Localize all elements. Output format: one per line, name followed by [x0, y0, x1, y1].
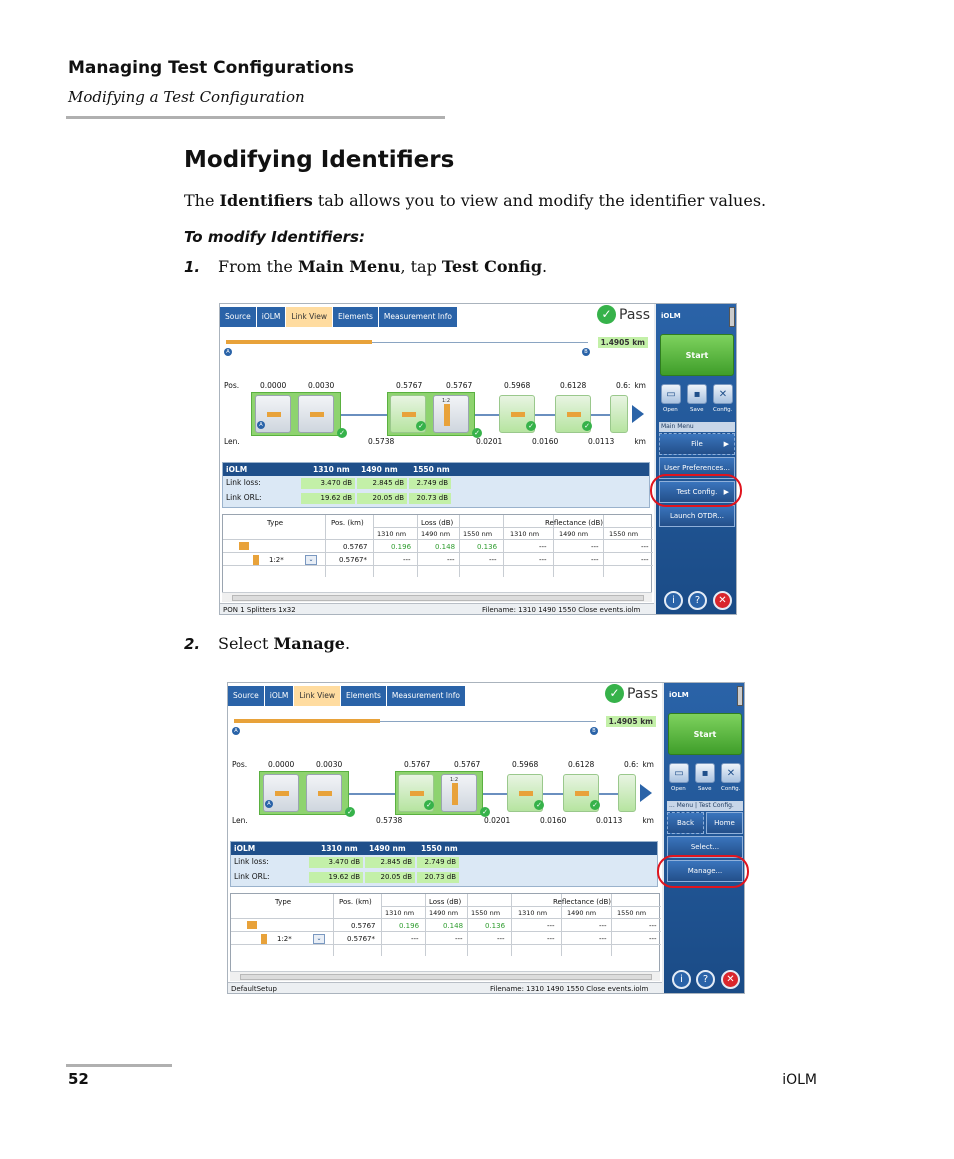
summary-col: 1310 nm	[313, 465, 350, 474]
config-tools-icon[interactable]: ✕	[713, 384, 733, 404]
pos-label: Pos.	[232, 760, 248, 769]
status-left: DefaultSetup	[231, 985, 277, 993]
step-1: 1. From the Main Menu, tap Test Config.	[184, 257, 548, 276]
pos-value: 0.0030	[308, 381, 335, 390]
status-left: PON 1 Splitters 1x32	[223, 606, 296, 614]
procedure-title: To modify Identifiers:	[184, 228, 365, 246]
len-value: 0.5738	[368, 437, 395, 446]
cell: ---	[641, 543, 649, 551]
config-label: Config.	[721, 786, 741, 792]
battery-icon	[729, 307, 735, 327]
save-label: Save	[698, 786, 712, 792]
cell: 0.5767*	[347, 935, 375, 943]
link-loss-value: 2.845 dB	[357, 478, 407, 489]
screenshot-test-config-menu	[227, 682, 745, 994]
tab-measurement-info[interactable]: Measurement Info	[387, 686, 466, 706]
tab-source[interactable]: Source	[228, 686, 265, 706]
tab-iolm[interactable]: iOLM	[265, 686, 295, 706]
check-icon: ✓	[590, 800, 600, 810]
save-disk-icon[interactable]: ▪	[695, 763, 715, 783]
cell: ---	[547, 935, 555, 943]
event-splitter[interactable]	[433, 395, 469, 433]
link-loss-value: 2.749 dB	[417, 857, 459, 868]
pos-value: 0.5767	[396, 381, 423, 390]
brand-label: iOLM	[661, 312, 681, 320]
check-icon: ✓	[480, 807, 490, 817]
cell: 0.5767	[351, 922, 376, 930]
chapter-title: Managing Test Configurations	[68, 58, 355, 78]
link-orl-value: 20.05 dB	[357, 493, 407, 504]
open-folder-icon[interactable]: ▭	[669, 763, 689, 783]
event-connector[interactable]	[618, 774, 636, 812]
highlight-circle	[650, 474, 742, 507]
col-sub: 1550 nm	[609, 530, 639, 538]
file-button[interactable]: File ▶	[659, 433, 735, 455]
pass-status: ✓ Pass	[605, 684, 658, 703]
link-distance: 1.4905 km	[606, 716, 656, 727]
check-icon: ✓	[424, 800, 434, 810]
dropdown-icon[interactable]: ⌄	[305, 555, 317, 565]
section-subtitle: Modifying a Test Configuration	[68, 88, 305, 106]
tab-elements[interactable]: Elements	[333, 307, 379, 327]
cell: 0.5767*	[339, 556, 367, 564]
col-reflectance: Reflectance (dB)	[545, 519, 603, 527]
marker-a-icon: A	[257, 421, 265, 429]
km-unit: km	[642, 816, 654, 825]
status-bar	[220, 603, 654, 615]
scroll-right-icon[interactable]	[640, 784, 652, 802]
cell: ---	[547, 922, 555, 930]
status-filename: Filename: 1310 1490 1550 Close events.iolm	[482, 606, 641, 614]
horizontal-scrollbar[interactable]	[222, 592, 652, 602]
marker-a-icon: A	[232, 727, 240, 735]
pos-value: 0.6128	[560, 381, 587, 390]
help-icon[interactable]: ?	[696, 970, 715, 989]
link-orl-value: 20.73 dB	[409, 493, 451, 504]
link-loss-label: Link loss:	[226, 478, 261, 487]
header-rule	[66, 116, 445, 119]
col-loss: Loss (dB)	[421, 519, 454, 527]
marker-a-icon: A	[265, 800, 273, 808]
link-orl-label: Link ORL:	[234, 872, 270, 881]
info-icon[interactable]: i	[664, 591, 683, 610]
cell: ---	[539, 543, 547, 551]
col-sub: 1310 nm	[518, 909, 548, 917]
cell: ---	[599, 935, 607, 943]
pass-status: ✓ Pass	[597, 305, 650, 324]
highlight-circle	[657, 855, 749, 888]
save-label: Save	[690, 407, 704, 413]
launch-otdr-button[interactable]: Launch OTDR...	[659, 505, 735, 527]
cell: ---	[403, 556, 411, 564]
cell: ---	[489, 556, 497, 564]
back-button[interactable]: Back	[667, 812, 704, 834]
link-loss-value: 2.749 dB	[409, 478, 451, 489]
home-button[interactable]: Home	[706, 812, 743, 834]
check-icon: ✓	[526, 421, 536, 431]
km-unit: km	[634, 437, 646, 446]
side-panel	[664, 683, 745, 994]
link-orl-label: Link ORL:	[226, 493, 262, 502]
col-pos: Pos. (km)	[339, 898, 372, 906]
len-value: 0.0160	[532, 437, 559, 446]
pos-value: 0.0000	[260, 381, 287, 390]
col-sub: 1550 nm	[617, 909, 647, 917]
events-table	[222, 514, 652, 602]
event-connector[interactable]	[306, 774, 342, 812]
link-loss-value: 3.470 dB	[309, 857, 363, 868]
km-unit: km	[634, 381, 646, 390]
pos-label: Pos.	[224, 381, 240, 390]
cell: ---	[599, 922, 607, 930]
check-icon: ✓	[416, 421, 426, 431]
menu-breadcrumb: ... Menu | Test Config.	[667, 801, 743, 811]
col-sub: 1310 nm	[377, 530, 407, 538]
summary-col: 1310 nm	[321, 844, 358, 853]
summary-col: 1550 nm	[421, 844, 458, 853]
tab-elements[interactable]: Elements	[341, 686, 387, 706]
check-icon: ✓	[472, 428, 482, 438]
config-tools-icon[interactable]: ✕	[721, 763, 741, 783]
horizontal-scrollbar[interactable]	[230, 971, 660, 981]
check-icon: ✓	[582, 421, 592, 431]
cell: ---	[649, 922, 657, 930]
pos-value: 0.0030	[316, 760, 343, 769]
col-sub: 1550 nm	[471, 909, 501, 917]
summary-panel	[230, 841, 658, 887]
check-icon: ✓	[605, 684, 624, 703]
page-number: 52	[68, 1070, 89, 1088]
cell: ---	[411, 935, 419, 943]
pos-value: 0.5767	[454, 760, 481, 769]
brand-label: iOLM	[669, 691, 689, 699]
help-icon[interactable]: ?	[688, 591, 707, 610]
splitter-icon	[253, 555, 259, 565]
events-table	[230, 893, 660, 981]
dropdown-icon[interactable]: ⌄	[313, 934, 325, 944]
summary-col: 1490 nm	[369, 844, 406, 853]
pos-value: 0.5767	[404, 760, 431, 769]
marker-b-icon: B	[590, 727, 598, 735]
cell: 0.196	[399, 922, 420, 930]
splitter-ratio: 1:2	[450, 777, 459, 783]
link-orl-value: 20.73 dB	[417, 872, 459, 883]
col-sub: 1310 nm	[385, 909, 415, 917]
cell: 0.136	[485, 922, 506, 930]
manage-button[interactable]: Manage...	[667, 860, 743, 882]
len-value: 0.0113	[588, 437, 615, 446]
len-value: 0.0113	[596, 816, 623, 825]
pos-value: 0.0000	[268, 760, 295, 769]
col-sub: 1490 nm	[429, 909, 459, 917]
open-folder-icon[interactable]: ▭	[661, 384, 681, 404]
open-label: Open	[663, 407, 678, 413]
km-unit: km	[642, 760, 654, 769]
tab-link-view[interactable]: Link View	[286, 307, 333, 327]
cell: ---	[447, 556, 455, 564]
link-distance: 1.4905 km	[598, 337, 648, 348]
cell: ---	[455, 935, 463, 943]
col-sub: 1490 nm	[559, 530, 589, 538]
start-button[interactable]: Start	[668, 713, 742, 755]
tab-source[interactable]: Source	[220, 307, 257, 327]
connector-icon	[247, 921, 257, 929]
select-button[interactable]: Select...	[667, 836, 743, 858]
fiber-track	[234, 721, 596, 722]
tab-link-view[interactable]: Link View	[294, 686, 341, 706]
test-config-button[interactable]: Test Config. ▶	[659, 481, 735, 503]
pos-value: 0.5968	[512, 760, 539, 769]
fiber-track	[226, 342, 588, 343]
product-name: iOLM	[782, 1072, 817, 1088]
col-pos: Pos. (km)	[331, 519, 364, 527]
event-connector[interactable]	[298, 395, 334, 433]
save-disk-icon[interactable]: ▪	[687, 384, 707, 404]
scroll-right-icon[interactable]	[632, 405, 644, 423]
cell: 1:2*	[269, 556, 284, 564]
cell: ---	[591, 556, 599, 564]
summary-title: iOLM	[226, 465, 248, 474]
pos-value: 0.5968	[504, 381, 531, 390]
summary-title: iOLM	[234, 844, 256, 853]
close-icon[interactable]: ✕	[721, 970, 740, 989]
main-panel	[220, 304, 654, 615]
cell: ---	[649, 935, 657, 943]
start-button[interactable]: Start	[660, 334, 734, 376]
link-loss-value: 3.470 dB	[301, 478, 355, 489]
len-label: Len.	[224, 437, 240, 446]
col-sub: 1490 nm	[567, 909, 597, 917]
len-label: Len.	[232, 816, 248, 825]
info-icon[interactable]: i	[672, 970, 691, 989]
splitter-icon	[261, 934, 267, 944]
summary-col: 1490 nm	[361, 465, 398, 474]
check-icon: ✓	[345, 807, 355, 817]
page-heading: Modifying Identifiers	[184, 147, 455, 173]
col-sub: 1490 nm	[421, 530, 451, 538]
cell: ---	[591, 543, 599, 551]
main-panel	[228, 683, 662, 994]
col-type: Type	[275, 898, 292, 906]
check-icon: ✓	[597, 305, 616, 324]
col-reflectance: Reflectance (dB)	[553, 898, 611, 906]
menu-header: Main Menu	[659, 422, 735, 432]
cell: ---	[641, 556, 649, 564]
pos-value: 0.6:	[616, 381, 631, 390]
link-orl-value: 19.62 dB	[309, 872, 363, 883]
open-label: Open	[671, 786, 686, 792]
tab-measurement-info[interactable]: Measurement Info	[379, 307, 458, 327]
cell: 1:2*	[277, 935, 292, 943]
screenshot-main-menu	[219, 303, 737, 615]
len-value: 0.0201	[484, 816, 511, 825]
cell: 0.5767	[343, 543, 368, 551]
len-value: 0.5738	[376, 816, 403, 825]
user-preferences-button[interactable]: User Preferences...	[659, 457, 735, 479]
event-splitter[interactable]	[441, 774, 477, 812]
check-icon: ✓	[534, 800, 544, 810]
link-orl-value: 19.62 dB	[301, 493, 355, 504]
summary-col: 1550 nm	[413, 465, 450, 474]
close-icon[interactable]: ✕	[713, 591, 732, 610]
check-icon: ✓	[337, 428, 347, 438]
cell: 0.136	[477, 543, 498, 551]
event-connector[interactable]	[610, 395, 628, 433]
marker-b-icon: B	[582, 348, 590, 356]
step-2: 2. Select Manage.	[184, 634, 351, 653]
cell: ---	[497, 935, 505, 943]
col-sub: 1310 nm	[510, 530, 540, 538]
pos-value: 0.5767	[446, 381, 473, 390]
footer-rule	[66, 1064, 172, 1067]
len-value: 0.0160	[540, 816, 567, 825]
summary-panel	[222, 462, 650, 508]
cell: 0.148	[443, 922, 464, 930]
marker-a-icon: A	[224, 348, 232, 356]
cell: ---	[539, 556, 547, 564]
tab-bar	[220, 307, 458, 327]
tab-bar	[228, 686, 466, 706]
tab-iolm[interactable]: iOLM	[257, 307, 287, 327]
connector-icon	[239, 542, 249, 550]
intro-paragraph: The Identifiers tab allows you to view and modify the identifier values.	[184, 191, 767, 210]
col-type: Type	[267, 519, 284, 527]
config-label: Config.	[713, 407, 733, 413]
col-sub: 1550 nm	[463, 530, 493, 538]
link-loss-value: 2.845 dB	[365, 857, 415, 868]
cell: 0.148	[435, 543, 456, 551]
status-filename: Filename: 1310 1490 1550 Close events.iolm	[490, 985, 649, 993]
col-loss: Loss (dB)	[429, 898, 462, 906]
splitter-ratio: 1:2	[442, 398, 451, 404]
link-loss-label: Link loss:	[234, 857, 269, 866]
pos-value: 0.6128	[568, 760, 595, 769]
status-bar	[228, 982, 662, 994]
link-orl-value: 20.05 dB	[365, 872, 415, 883]
battery-icon	[737, 686, 743, 706]
len-value: 0.0201	[476, 437, 503, 446]
pos-value: 0.6:	[624, 760, 639, 769]
cell: 0.196	[391, 543, 412, 551]
side-panel	[656, 304, 737, 615]
